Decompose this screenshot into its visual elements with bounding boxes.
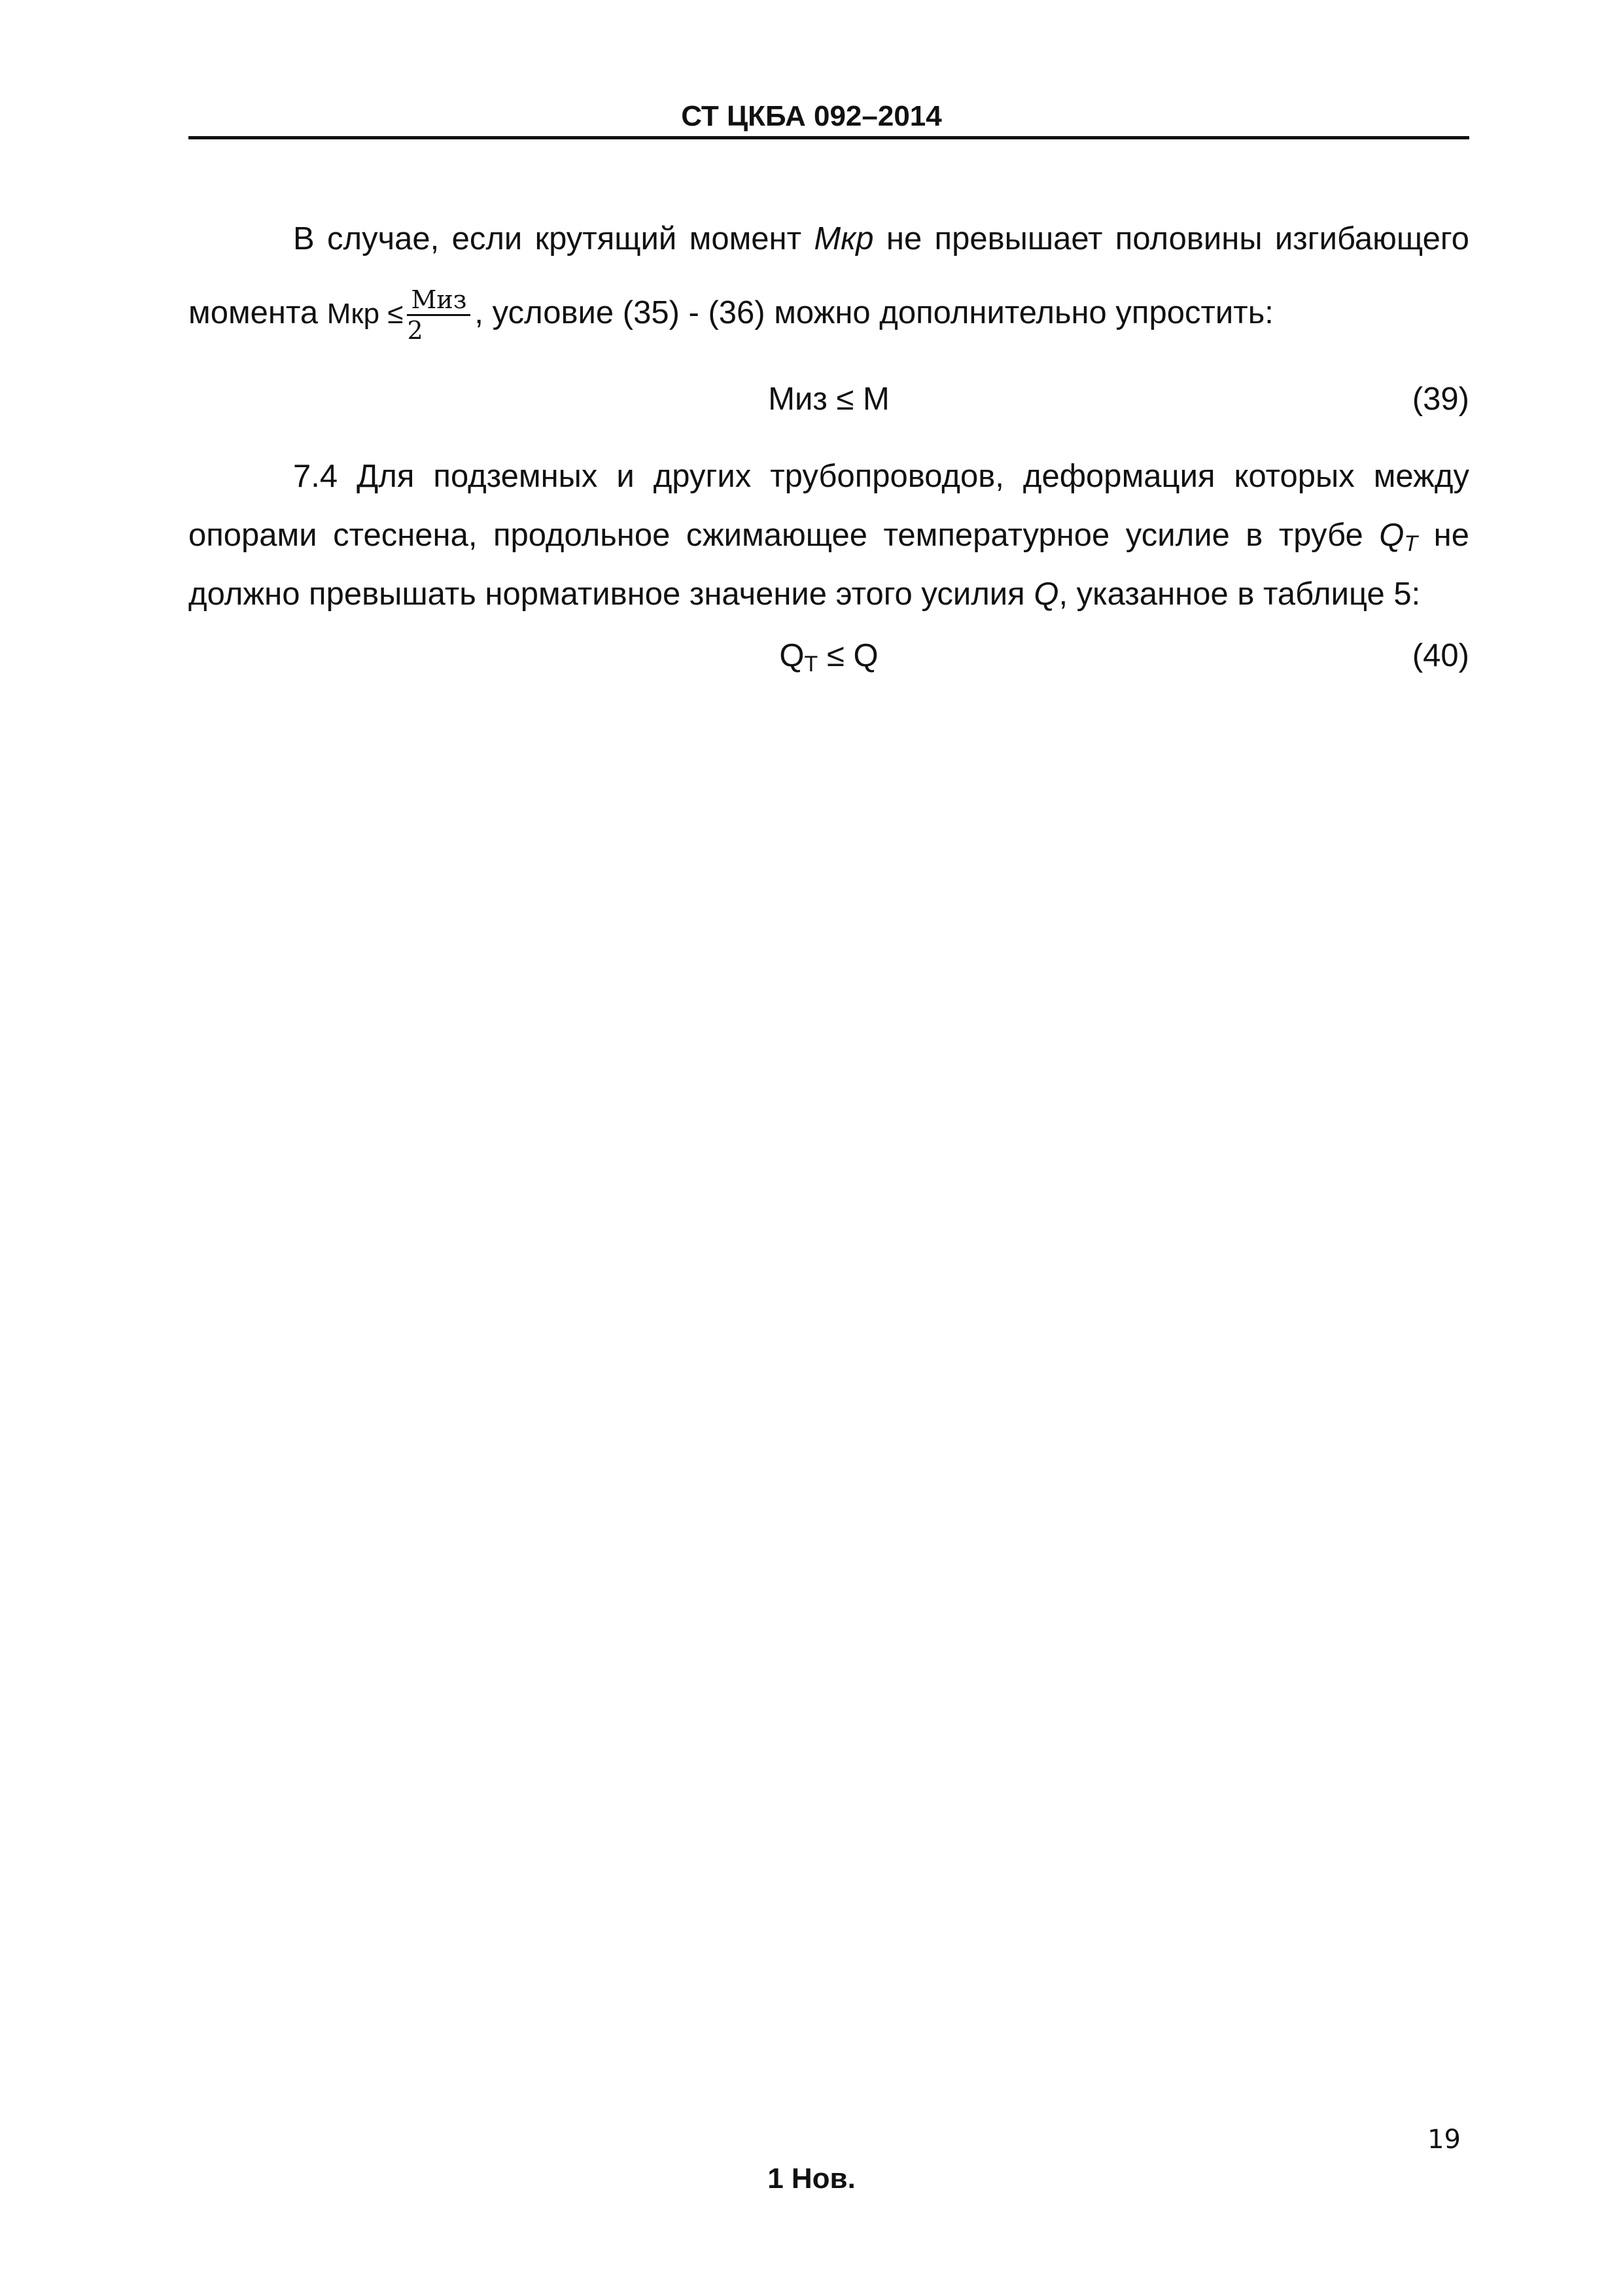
equation-39-number: (39) bbox=[1412, 381, 1469, 417]
text-run: не bbox=[1418, 518, 1469, 553]
text-run: 7.4 Для подземных и других трубопроводов, деформация которых между bbox=[293, 459, 1469, 494]
equation-39: Миз ≤ М bbox=[768, 381, 890, 417]
variable-q: Q bbox=[1034, 576, 1059, 612]
page-number: 19 bbox=[1427, 2125, 1461, 2155]
document-code-header: СТ ЦКБА 092–2014 bbox=[681, 100, 942, 132]
text-run: , указанное в таблице 5: bbox=[1058, 576, 1421, 612]
equation-40-number: (40) bbox=[1412, 638, 1469, 673]
inequality-lhs: Мкр ≤ bbox=[326, 298, 404, 330]
revision-note: 1 Нов. bbox=[767, 2163, 856, 2195]
fraction-numerator: Миз bbox=[407, 285, 470, 316]
paragraph-1-line-1 bbox=[188, 209, 1469, 268]
equation-40-lhs: Q bbox=[779, 638, 805, 673]
text-run: , условие (35) - (36) можно дополнительно упростить: bbox=[474, 295, 1274, 330]
header-rule bbox=[188, 136, 1469, 139]
paragraph-2-line-3 bbox=[188, 565, 1469, 624]
paragraph-2-line-1 bbox=[188, 447, 1469, 506]
equation-40 bbox=[188, 636, 1469, 675]
text-run: момента bbox=[188, 295, 327, 330]
subscript-t: T bbox=[804, 652, 818, 677]
paragraph-2-line-2 bbox=[188, 506, 1469, 565]
text-run: не превышает половины изгибающего bbox=[873, 221, 1469, 256]
text-run: должно превышать нормативное значение этого усилия bbox=[188, 576, 1034, 612]
subscript-t: T bbox=[1404, 531, 1418, 556]
text-run: опорами стеснена, продольное сжимающее температурное усилие в трубе bbox=[188, 518, 1380, 553]
paragraph-1-line-2 bbox=[188, 280, 1469, 347]
fraction-denominator: 2 bbox=[407, 315, 423, 345]
variable-mkr: Мкр bbox=[814, 221, 874, 256]
text-run: В случае, если крутящий момент bbox=[293, 221, 814, 256]
variable-q: Q bbox=[1379, 518, 1405, 553]
equation-40-rhs: ≤ Q bbox=[818, 638, 879, 673]
fraction bbox=[407, 285, 470, 345]
